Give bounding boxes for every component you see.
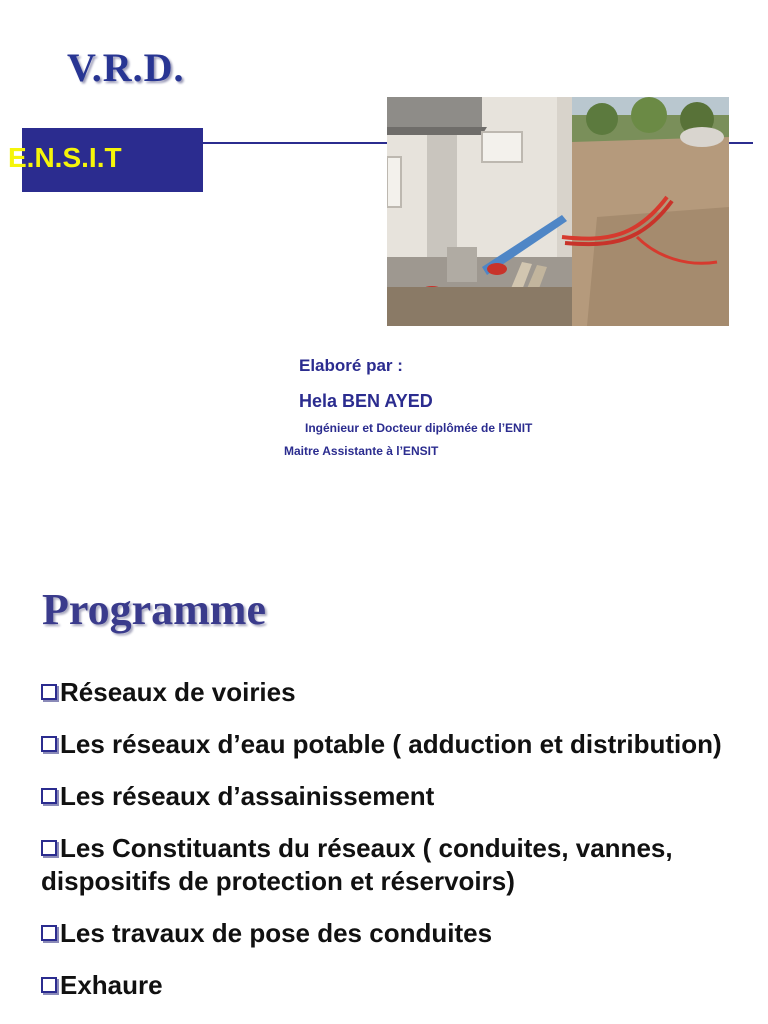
hollow-square-bullet-icon [41,684,57,700]
hollow-square-bullet-icon [41,840,57,856]
divider-line-right [729,142,753,144]
author-degree: Ingénieur et Docteur diplômée de l’ENIT [305,421,533,435]
list-item: Les réseaux d’assainissement [41,780,741,813]
list-item: Réseaux de voiries [41,676,741,709]
hollow-square-bullet-icon [41,977,57,993]
list-item: Les travaux de pose des conduites [41,917,741,950]
programme-list [41,676,741,1021]
construction-photo [387,97,729,326]
programme-title: Programme [42,585,266,634]
hollow-square-bullet-icon [41,788,57,804]
author-position: Maitre Assistante à l’ENSIT [284,444,439,458]
list-item: Exhaure [41,969,741,1002]
list-item: Les réseaux d’eau potable ( adduction et distribution) [41,728,741,761]
author-label: Elaboré par : [299,356,403,375]
divider-line-left [185,142,389,144]
hollow-square-bullet-icon [41,925,57,941]
hollow-square-bullet-icon [41,736,57,752]
author-name: Hela BEN AYED [299,391,433,411]
list-item: Les Constituants du réseaux ( conduites, vannes, dispositifs de protection et réservoirs) [41,833,673,896]
institution-label: E.N.S.I.T [8,142,122,173]
slide-title: V.R.D. [67,45,185,90]
